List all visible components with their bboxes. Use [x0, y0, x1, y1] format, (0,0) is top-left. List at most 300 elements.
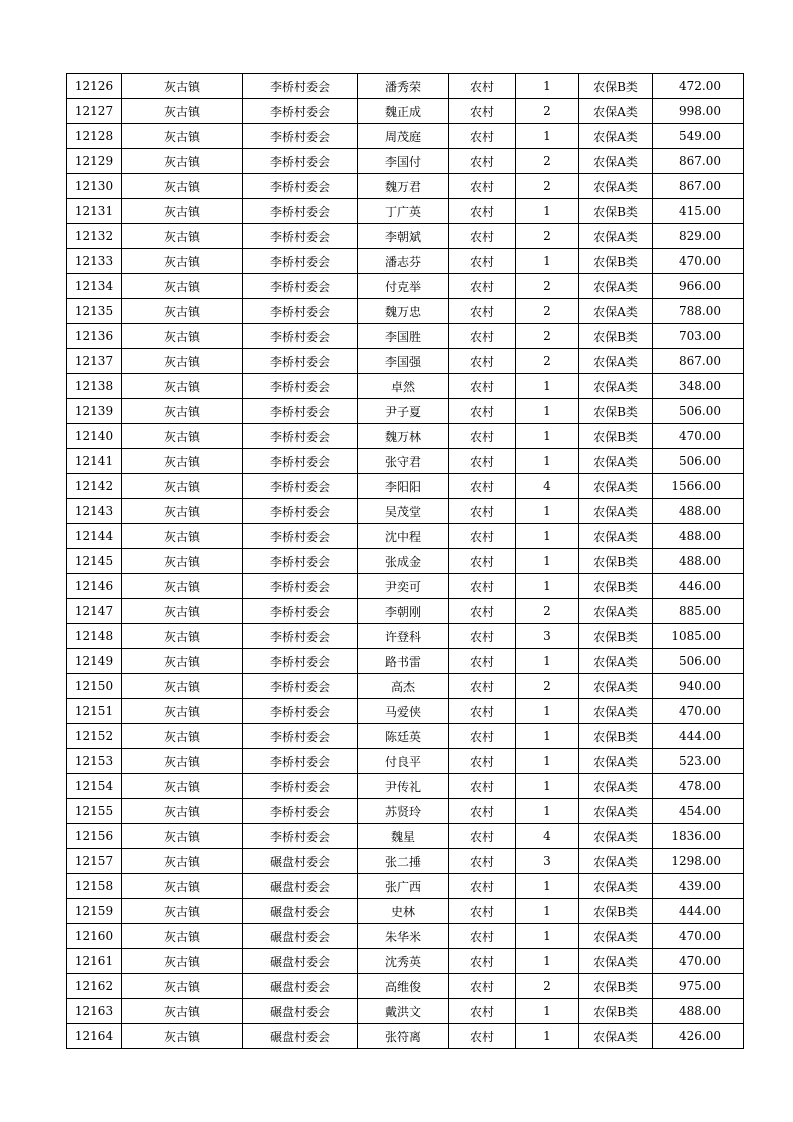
town-cell: 灰古镇 [122, 499, 243, 524]
amount-cell: 966.00 [653, 274, 744, 299]
table-row [67, 674, 744, 699]
insurance-category-cell: 农保A类 [579, 449, 653, 474]
person-name-cell: 李阳阳 [358, 474, 449, 499]
amount-cell: 506.00 [653, 449, 744, 474]
table-row [67, 949, 744, 974]
town-cell: 灰古镇 [122, 274, 243, 299]
household-count-cell: 1 [516, 124, 579, 149]
table-row [67, 399, 744, 424]
town-cell: 灰古镇 [122, 299, 243, 324]
insurance-category-cell: 农保A类 [579, 274, 653, 299]
household-count-cell: 3 [516, 624, 579, 649]
area-type-cell: 农村 [449, 199, 516, 224]
record-id-cell: 12162 [67, 974, 122, 999]
area-type-cell: 农村 [449, 474, 516, 499]
insurance-category-cell: 农保A类 [579, 649, 653, 674]
person-name-cell: 李国强 [358, 349, 449, 374]
person-name-cell: 李国胜 [358, 324, 449, 349]
area-type-cell: 农村 [449, 299, 516, 324]
town-cell: 灰古镇 [122, 174, 243, 199]
household-count-cell: 1 [516, 399, 579, 424]
amount-cell: 788.00 [653, 299, 744, 324]
town-cell: 灰古镇 [122, 799, 243, 824]
town-cell: 灰古镇 [122, 124, 243, 149]
table-row [67, 649, 744, 674]
household-count-cell: 3 [516, 849, 579, 874]
town-cell: 灰古镇 [122, 449, 243, 474]
town-cell: 灰古镇 [122, 649, 243, 674]
person-name-cell: 潘秀荣 [358, 74, 449, 99]
table-row [67, 99, 744, 124]
town-cell: 灰古镇 [122, 599, 243, 624]
record-id-cell: 12135 [67, 299, 122, 324]
person-name-cell: 付良平 [358, 749, 449, 774]
insurance-category-cell: 农保A类 [579, 874, 653, 899]
person-name-cell: 张符离 [358, 1024, 449, 1049]
area-type-cell: 农村 [449, 174, 516, 199]
record-id-cell: 12148 [67, 624, 122, 649]
record-id-cell: 12128 [67, 124, 122, 149]
town-cell: 灰古镇 [122, 749, 243, 774]
household-count-cell: 1 [516, 374, 579, 399]
person-name-cell: 尹传礼 [358, 774, 449, 799]
table-row [67, 924, 744, 949]
household-count-cell: 1 [516, 549, 579, 574]
village-committee-cell: 李桥村委会 [243, 274, 358, 299]
table-row [67, 324, 744, 349]
person-name-cell: 马爱侠 [358, 699, 449, 724]
amount-cell: 426.00 [653, 1024, 744, 1049]
record-id-cell: 12157 [67, 849, 122, 874]
town-cell: 灰古镇 [122, 549, 243, 574]
village-committee-cell: 李桥村委会 [243, 324, 358, 349]
amount-cell: 1298.00 [653, 849, 744, 874]
person-name-cell: 沈中程 [358, 524, 449, 549]
amount-cell: 523.00 [653, 749, 744, 774]
table-row [67, 524, 744, 549]
village-committee-cell: 碾盘村委会 [243, 874, 358, 899]
person-name-cell: 高维俊 [358, 974, 449, 999]
area-type-cell: 农村 [449, 949, 516, 974]
record-id-cell: 12151 [67, 699, 122, 724]
household-count-cell: 1 [516, 749, 579, 774]
amount-cell: 348.00 [653, 374, 744, 399]
insurance-category-cell: 农保A类 [579, 924, 653, 949]
village-committee-cell: 李桥村委会 [243, 549, 358, 574]
town-cell: 灰古镇 [122, 974, 243, 999]
household-count-cell: 1 [516, 899, 579, 924]
insurance-category-cell: 农保B类 [579, 999, 653, 1024]
amount-cell: 470.00 [653, 949, 744, 974]
table-row [67, 974, 744, 999]
village-committee-cell: 李桥村委会 [243, 649, 358, 674]
village-committee-cell: 李桥村委会 [243, 349, 358, 374]
person-name-cell: 魏万君 [358, 174, 449, 199]
insurance-category-cell: 农保A类 [579, 149, 653, 174]
table-row [67, 74, 744, 99]
area-type-cell: 农村 [449, 699, 516, 724]
household-count-cell: 1 [516, 999, 579, 1024]
table-body [67, 74, 744, 1049]
village-committee-cell: 李桥村委会 [243, 99, 358, 124]
area-type-cell: 农村 [449, 874, 516, 899]
town-cell: 灰古镇 [122, 349, 243, 374]
record-id-cell: 12142 [67, 474, 122, 499]
town-cell: 灰古镇 [122, 74, 243, 99]
town-cell: 灰古镇 [122, 324, 243, 349]
village-committee-cell: 李桥村委会 [243, 699, 358, 724]
person-name-cell: 许登科 [358, 624, 449, 649]
village-committee-cell: 碾盘村委会 [243, 924, 358, 949]
town-cell: 灰古镇 [122, 899, 243, 924]
area-type-cell: 农村 [449, 724, 516, 749]
village-committee-cell: 李桥村委会 [243, 224, 358, 249]
amount-cell: 454.00 [653, 799, 744, 824]
town-cell: 灰古镇 [122, 424, 243, 449]
insurance-category-cell: 农保A类 [579, 299, 653, 324]
insurance-category-cell: 农保A类 [579, 99, 653, 124]
table-row [67, 549, 744, 574]
village-committee-cell: 李桥村委会 [243, 149, 358, 174]
area-type-cell: 农村 [449, 799, 516, 824]
amount-cell: 998.00 [653, 99, 744, 124]
person-name-cell: 张二捶 [358, 849, 449, 874]
person-name-cell: 苏贤玲 [358, 799, 449, 824]
table-row [67, 474, 744, 499]
record-id-cell: 12155 [67, 799, 122, 824]
village-committee-cell: 李桥村委会 [243, 574, 358, 599]
area-type-cell: 农村 [449, 549, 516, 574]
amount-cell: 1566.00 [653, 474, 744, 499]
table-row [67, 699, 744, 724]
household-count-cell: 1 [516, 924, 579, 949]
record-id-cell: 12156 [67, 824, 122, 849]
village-committee-cell: 李桥村委会 [243, 774, 358, 799]
table-row [67, 599, 744, 624]
town-cell: 灰古镇 [122, 774, 243, 799]
record-id-cell: 12164 [67, 1024, 122, 1049]
table-row [67, 199, 744, 224]
person-name-cell: 周茂庭 [358, 124, 449, 149]
record-id-cell: 12133 [67, 249, 122, 274]
household-count-cell: 2 [516, 299, 579, 324]
area-type-cell: 农村 [449, 999, 516, 1024]
records-table [66, 73, 744, 1049]
table-row [67, 224, 744, 249]
insurance-category-cell: 农保A类 [579, 799, 653, 824]
insurance-category-cell: 农保A类 [579, 774, 653, 799]
area-type-cell: 农村 [449, 124, 516, 149]
household-count-cell: 1 [516, 74, 579, 99]
record-id-cell: 12127 [67, 99, 122, 124]
person-name-cell: 尹奕可 [358, 574, 449, 599]
table-row [67, 749, 744, 774]
village-committee-cell: 碾盘村委会 [243, 974, 358, 999]
town-cell: 灰古镇 [122, 399, 243, 424]
insurance-category-cell: 农保A类 [579, 674, 653, 699]
record-id-cell: 12153 [67, 749, 122, 774]
area-type-cell: 农村 [449, 74, 516, 99]
record-id-cell: 12126 [67, 74, 122, 99]
town-cell: 灰古镇 [122, 249, 243, 274]
table-row [67, 424, 744, 449]
household-count-cell: 1 [516, 499, 579, 524]
person-name-cell: 路书雷 [358, 649, 449, 674]
area-type-cell: 农村 [449, 599, 516, 624]
record-id-cell: 12149 [67, 649, 122, 674]
amount-cell: 975.00 [653, 974, 744, 999]
village-committee-cell: 李桥村委会 [243, 74, 358, 99]
person-name-cell: 陈廷英 [358, 724, 449, 749]
table-row [67, 174, 744, 199]
person-name-cell: 张守君 [358, 449, 449, 474]
town-cell: 灰古镇 [122, 699, 243, 724]
insurance-category-cell: 农保B类 [579, 399, 653, 424]
amount-cell: 446.00 [653, 574, 744, 599]
village-committee-cell: 李桥村委会 [243, 724, 358, 749]
village-committee-cell: 李桥村委会 [243, 424, 358, 449]
amount-cell: 1085.00 [653, 624, 744, 649]
amount-cell: 470.00 [653, 424, 744, 449]
insurance-category-cell: 农保B类 [579, 324, 653, 349]
record-id-cell: 12129 [67, 149, 122, 174]
insurance-category-cell: 农保A类 [579, 949, 653, 974]
village-committee-cell: 李桥村委会 [243, 799, 358, 824]
town-cell: 灰古镇 [122, 224, 243, 249]
record-id-cell: 12131 [67, 199, 122, 224]
village-committee-cell: 李桥村委会 [243, 449, 358, 474]
household-count-cell: 1 [516, 249, 579, 274]
area-type-cell: 农村 [449, 249, 516, 274]
amount-cell: 867.00 [653, 149, 744, 174]
amount-cell: 470.00 [653, 924, 744, 949]
household-count-cell: 1 [516, 799, 579, 824]
village-committee-cell: 碾盘村委会 [243, 1024, 358, 1049]
village-committee-cell: 碾盘村委会 [243, 949, 358, 974]
record-id-cell: 12130 [67, 174, 122, 199]
household-count-cell: 2 [516, 224, 579, 249]
amount-cell: 940.00 [653, 674, 744, 699]
household-count-cell: 2 [516, 674, 579, 699]
person-name-cell: 高杰 [358, 674, 449, 699]
area-type-cell: 农村 [449, 524, 516, 549]
person-name-cell: 李朝刚 [358, 599, 449, 624]
insurance-category-cell: 农保A类 [579, 474, 653, 499]
amount-cell: 470.00 [653, 249, 744, 274]
town-cell: 灰古镇 [122, 849, 243, 874]
person-name-cell: 吴茂堂 [358, 499, 449, 524]
village-committee-cell: 李桥村委会 [243, 199, 358, 224]
table-row [67, 274, 744, 299]
insurance-category-cell: 农保A类 [579, 224, 653, 249]
town-cell: 灰古镇 [122, 474, 243, 499]
table-row [67, 249, 744, 274]
record-id-cell: 12159 [67, 899, 122, 924]
record-id-cell: 12139 [67, 399, 122, 424]
person-name-cell: 尹子夏 [358, 399, 449, 424]
insurance-category-cell: 农保A类 [579, 174, 653, 199]
household-count-cell: 1 [516, 949, 579, 974]
household-count-cell: 2 [516, 99, 579, 124]
village-committee-cell: 李桥村委会 [243, 124, 358, 149]
household-count-cell: 2 [516, 174, 579, 199]
person-name-cell: 史林 [358, 899, 449, 924]
insurance-category-cell: 农保A类 [579, 824, 653, 849]
table-row [67, 824, 744, 849]
table-row [67, 349, 744, 374]
area-type-cell: 农村 [449, 649, 516, 674]
table-row [67, 299, 744, 324]
person-name-cell: 李国付 [358, 149, 449, 174]
person-name-cell: 卓然 [358, 374, 449, 399]
household-count-cell: 4 [516, 824, 579, 849]
amount-cell: 549.00 [653, 124, 744, 149]
table-row [67, 874, 744, 899]
person-name-cell: 张成金 [358, 549, 449, 574]
person-name-cell: 戴洪文 [358, 999, 449, 1024]
amount-cell: 478.00 [653, 774, 744, 799]
village-committee-cell: 李桥村委会 [243, 624, 358, 649]
person-name-cell: 魏正成 [358, 99, 449, 124]
amount-cell: 415.00 [653, 199, 744, 224]
insurance-category-cell: 农保B类 [579, 549, 653, 574]
amount-cell: 867.00 [653, 174, 744, 199]
person-name-cell: 魏万忠 [358, 299, 449, 324]
amount-cell: 506.00 [653, 649, 744, 674]
amount-cell: 439.00 [653, 874, 744, 899]
insurance-category-cell: 农保B类 [579, 249, 653, 274]
insurance-category-cell: 农保B类 [579, 74, 653, 99]
table-row [67, 899, 744, 924]
amount-cell: 472.00 [653, 74, 744, 99]
amount-cell: 488.00 [653, 499, 744, 524]
insurance-category-cell: 农保B类 [579, 574, 653, 599]
person-name-cell: 沈秀英 [358, 949, 449, 974]
village-committee-cell: 李桥村委会 [243, 474, 358, 499]
table-row [67, 574, 744, 599]
insurance-category-cell: 农保B类 [579, 624, 653, 649]
town-cell: 灰古镇 [122, 374, 243, 399]
record-id-cell: 12158 [67, 874, 122, 899]
village-committee-cell: 李桥村委会 [243, 249, 358, 274]
insurance-category-cell: 农保A类 [579, 1024, 653, 1049]
record-id-cell: 12152 [67, 724, 122, 749]
household-count-cell: 2 [516, 274, 579, 299]
area-type-cell: 农村 [449, 899, 516, 924]
person-name-cell: 李朝斌 [358, 224, 449, 249]
town-cell: 灰古镇 [122, 674, 243, 699]
record-id-cell: 12141 [67, 449, 122, 474]
record-id-cell: 12143 [67, 499, 122, 524]
town-cell: 灰古镇 [122, 574, 243, 599]
record-id-cell: 12163 [67, 999, 122, 1024]
insurance-category-cell: 农保A类 [579, 699, 653, 724]
village-committee-cell: 李桥村委会 [243, 749, 358, 774]
area-type-cell: 农村 [449, 274, 516, 299]
area-type-cell: 农村 [449, 149, 516, 174]
record-id-cell: 12154 [67, 774, 122, 799]
person-name-cell: 魏星 [358, 824, 449, 849]
table-row [67, 774, 744, 799]
amount-cell: 829.00 [653, 224, 744, 249]
household-count-cell: 2 [516, 974, 579, 999]
village-committee-cell: 李桥村委会 [243, 499, 358, 524]
amount-cell: 444.00 [653, 724, 744, 749]
table-row [67, 849, 744, 874]
town-cell: 灰古镇 [122, 924, 243, 949]
amount-cell: 488.00 [653, 549, 744, 574]
insurance-category-cell: 农保A类 [579, 849, 653, 874]
area-type-cell: 农村 [449, 774, 516, 799]
insurance-category-cell: 农保B类 [579, 974, 653, 999]
person-name-cell: 魏万林 [358, 424, 449, 449]
household-count-cell: 1 [516, 699, 579, 724]
village-committee-cell: 碾盘村委会 [243, 999, 358, 1024]
area-type-cell: 农村 [449, 849, 516, 874]
record-id-cell: 12137 [67, 349, 122, 374]
record-id-cell: 12144 [67, 524, 122, 549]
insurance-category-cell: 农保A类 [579, 374, 653, 399]
town-cell: 灰古镇 [122, 524, 243, 549]
village-committee-cell: 李桥村委会 [243, 824, 358, 849]
village-committee-cell: 碾盘村委会 [243, 849, 358, 874]
household-count-cell: 2 [516, 324, 579, 349]
person-name-cell: 张广西 [358, 874, 449, 899]
town-cell: 灰古镇 [122, 824, 243, 849]
record-id-cell: 12147 [67, 599, 122, 624]
village-committee-cell: 李桥村委会 [243, 174, 358, 199]
village-committee-cell: 碾盘村委会 [243, 899, 358, 924]
household-count-cell: 2 [516, 599, 579, 624]
record-id-cell: 12146 [67, 574, 122, 599]
area-type-cell: 农村 [449, 749, 516, 774]
town-cell: 灰古镇 [122, 624, 243, 649]
area-type-cell: 农村 [449, 324, 516, 349]
area-type-cell: 农村 [449, 574, 516, 599]
insurance-category-cell: 农保A类 [579, 599, 653, 624]
table-row [67, 124, 744, 149]
area-type-cell: 农村 [449, 349, 516, 374]
record-id-cell: 12138 [67, 374, 122, 399]
table-row [67, 499, 744, 524]
village-committee-cell: 李桥村委会 [243, 674, 358, 699]
village-committee-cell: 李桥村委会 [243, 374, 358, 399]
record-id-cell: 12150 [67, 674, 122, 699]
person-name-cell: 潘志芬 [358, 249, 449, 274]
area-type-cell: 农村 [449, 824, 516, 849]
insurance-category-cell: 农保A类 [579, 749, 653, 774]
record-id-cell: 12134 [67, 274, 122, 299]
household-count-cell: 1 [516, 449, 579, 474]
amount-cell: 1836.00 [653, 824, 744, 849]
table-row [67, 624, 744, 649]
town-cell: 灰古镇 [122, 999, 243, 1024]
area-type-cell: 农村 [449, 674, 516, 699]
record-id-cell: 12161 [67, 949, 122, 974]
town-cell: 灰古镇 [122, 99, 243, 124]
village-committee-cell: 李桥村委会 [243, 599, 358, 624]
household-count-cell: 1 [516, 874, 579, 899]
amount-cell: 444.00 [653, 899, 744, 924]
table-row [67, 149, 744, 174]
area-type-cell: 农村 [449, 374, 516, 399]
household-count-cell: 1 [516, 774, 579, 799]
town-cell: 灰古镇 [122, 949, 243, 974]
household-count-cell: 1 [516, 724, 579, 749]
amount-cell: 703.00 [653, 324, 744, 349]
village-committee-cell: 李桥村委会 [243, 399, 358, 424]
town-cell: 灰古镇 [122, 1024, 243, 1049]
